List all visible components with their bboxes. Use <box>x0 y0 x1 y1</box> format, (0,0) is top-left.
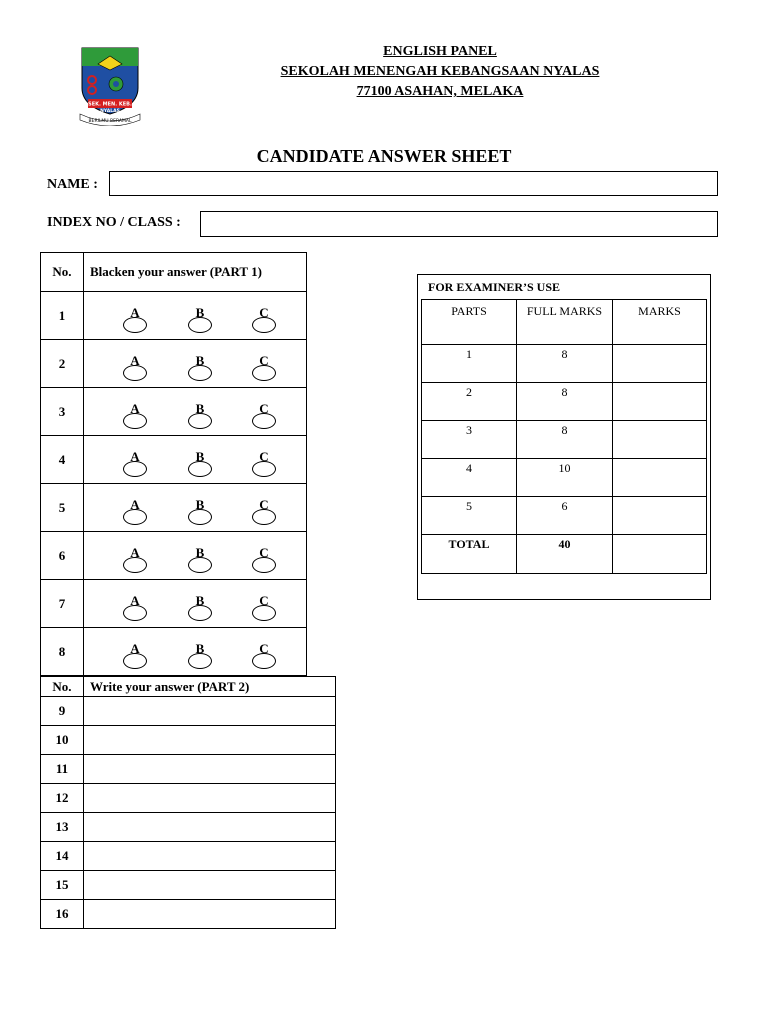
part1-row <box>41 628 307 676</box>
part1-row <box>41 388 307 436</box>
answer-options-cell <box>84 628 307 676</box>
full-marks-value: 8 <box>517 421 613 459</box>
option-letter: B <box>195 593 205 608</box>
full-marks-value: 6 <box>517 497 613 535</box>
part2-row <box>41 755 336 784</box>
part2-row <box>41 726 336 755</box>
option-a-bubble-group[interactable] <box>122 306 148 333</box>
question-number: 13 <box>41 813 84 842</box>
option-c-bubble-group[interactable] <box>251 594 277 621</box>
part2-row <box>41 871 336 900</box>
option-c-bubble-group[interactable] <box>251 354 277 381</box>
part2-answer-table <box>40 676 336 929</box>
option-letter: A <box>130 401 140 416</box>
written-answer-field[interactable] <box>84 697 336 726</box>
examiner-row <box>422 421 707 459</box>
option-letter: C <box>259 641 269 656</box>
option-letter: A <box>130 449 140 464</box>
option-b-bubble-group[interactable] <box>187 498 213 525</box>
option-letter: B <box>195 305 205 320</box>
part2-row <box>41 784 336 813</box>
question-number: 4 <box>41 436 84 484</box>
question-number: 12 <box>41 784 84 813</box>
school-crest-logo <box>78 44 142 126</box>
option-letter: B <box>195 497 205 512</box>
question-number: 16 <box>41 900 84 929</box>
option-c-bubble-group[interactable] <box>251 450 277 477</box>
total-full-marks: 40 <box>517 535 613 574</box>
examiner-row <box>422 383 707 421</box>
total-label: TOTAL <box>422 535 517 574</box>
question-number: 11 <box>41 755 84 784</box>
option-b-bubble-group[interactable] <box>187 546 213 573</box>
question-number: 1 <box>41 292 84 340</box>
examiner-marks-table <box>421 299 707 574</box>
full-marks-header: FULL MARKS <box>517 300 613 345</box>
option-c-bubble-group[interactable] <box>251 498 277 525</box>
option-letter: A <box>130 353 140 368</box>
part-number: 1 <box>422 345 517 383</box>
question-number: 15 <box>41 871 84 900</box>
option-c-bubble-group[interactable] <box>251 306 277 333</box>
option-letter: C <box>259 401 269 416</box>
examiner-row <box>422 497 707 535</box>
answer-options-cell <box>84 532 307 580</box>
full-marks-value: 8 <box>517 383 613 421</box>
option-c-bubble-group[interactable] <box>251 546 277 573</box>
page-title: CANDIDATE ANSWER SHEET <box>256 146 512 166</box>
written-answer-field[interactable] <box>84 900 336 929</box>
option-letter: B <box>195 401 205 416</box>
total-marks-cell[interactable] <box>613 535 707 574</box>
question-number: 5 <box>41 484 84 532</box>
written-answer-field[interactable] <box>84 784 336 813</box>
marks-cell[interactable] <box>613 421 707 459</box>
option-b-bubble-group[interactable] <box>187 450 213 477</box>
logo-bottom-text: NYALAS <box>100 109 120 114</box>
written-answer-field[interactable] <box>84 871 336 900</box>
question-number: 7 <box>41 580 84 628</box>
answer-options-cell <box>84 340 307 388</box>
question-number: 8 <box>41 628 84 676</box>
option-letter: A <box>130 545 140 560</box>
part1-row <box>41 484 307 532</box>
part2-no-header: No. <box>41 677 84 697</box>
school-header <box>160 44 720 104</box>
header-panel-name: ENGLISH PANEL <box>383 44 497 59</box>
full-marks-value: 10 <box>517 459 613 497</box>
question-number: 10 <box>41 726 84 755</box>
option-letter: B <box>195 545 205 560</box>
option-letter: C <box>259 305 269 320</box>
option-letter: B <box>195 353 205 368</box>
part2-row <box>41 813 336 842</box>
option-c-bubble-group[interactable] <box>251 402 277 429</box>
option-a-bubble-group[interactable] <box>122 498 148 525</box>
name-label: NAME : <box>47 177 98 192</box>
part1-row <box>41 580 307 628</box>
written-answer-field[interactable] <box>84 813 336 842</box>
part1-row <box>41 292 307 340</box>
option-letter: A <box>130 305 140 320</box>
option-a-bubble-group[interactable] <box>122 450 148 477</box>
marks-cell[interactable] <box>613 497 707 535</box>
option-letter: B <box>195 641 205 656</box>
answer-options-cell <box>84 436 307 484</box>
part2-row <box>41 842 336 871</box>
part-number: 5 <box>422 497 517 535</box>
marks-cell[interactable] <box>613 345 707 383</box>
examiner-row <box>422 345 707 383</box>
answer-options-cell <box>84 388 307 436</box>
option-letter: A <box>130 641 140 656</box>
written-answer-field[interactable] <box>84 755 336 784</box>
part1-row <box>41 436 307 484</box>
full-marks-value: 8 <box>517 345 613 383</box>
option-letter: A <box>130 497 140 512</box>
answer-options-cell <box>84 484 307 532</box>
option-b-bubble-group[interactable] <box>187 594 213 621</box>
part2-row <box>41 900 336 929</box>
part2-answer-header: Write your answer (PART 2) <box>84 677 336 697</box>
option-letter: A <box>130 593 140 608</box>
part-number: 4 <box>422 459 517 497</box>
examiner-title: FOR EXAMINER’S USE <box>428 280 561 294</box>
written-answer-field[interactable] <box>84 842 336 871</box>
answer-options-cell <box>84 580 307 628</box>
part1-row <box>41 340 307 388</box>
option-letter: B <box>195 449 205 464</box>
parts-header: PARTS <box>422 300 517 345</box>
question-number: 3 <box>41 388 84 436</box>
logo-motto: BERILMU BERAMAL <box>88 119 132 124</box>
option-b-bubble-group[interactable] <box>187 354 213 381</box>
question-number: 14 <box>41 842 84 871</box>
marks-header: MARKS <box>613 300 707 345</box>
index-class-field[interactable] <box>200 211 718 237</box>
option-letter: C <box>259 593 269 608</box>
index-class-label: INDEX NO / CLASS : <box>47 215 181 230</box>
marks-cell[interactable] <box>613 383 707 421</box>
option-a-bubble-group[interactable] <box>122 642 148 669</box>
option-a-bubble-group[interactable] <box>122 546 148 573</box>
logo-top-text: SEK. MEN. KEB. <box>88 101 132 108</box>
option-b-bubble-group[interactable] <box>187 642 213 669</box>
part-number: 2 <box>422 383 517 421</box>
option-a-bubble-group[interactable] <box>122 594 148 621</box>
option-letter: C <box>259 545 269 560</box>
option-letter: C <box>259 449 269 464</box>
header-school-name: SEKOLAH MENENGAH KEBANGSAAN NYALAS <box>280 64 600 79</box>
option-b-bubble-group[interactable] <box>187 402 213 429</box>
question-number: 6 <box>41 532 84 580</box>
part1-answer-table <box>40 252 307 676</box>
marks-cell[interactable] <box>613 459 707 497</box>
option-a-bubble-group[interactable] <box>122 354 148 381</box>
part1-answer-header: Blacken your answer (PART 1) <box>84 253 307 292</box>
header-address: 77100 ASAHAN, MELAKA <box>356 84 524 99</box>
part2-row <box>41 697 336 726</box>
answer-options-cell <box>84 292 307 340</box>
name-field[interactable] <box>109 171 718 196</box>
part1-row <box>41 532 307 580</box>
option-a-bubble-group[interactable] <box>122 402 148 429</box>
option-c-bubble-group[interactable] <box>251 642 277 669</box>
question-number: 9 <box>41 697 84 726</box>
examiner-row <box>422 459 707 497</box>
written-answer-field[interactable] <box>84 726 336 755</box>
option-letter: C <box>259 497 269 512</box>
option-b-bubble-group[interactable] <box>187 306 213 333</box>
option-letter: C <box>259 353 269 368</box>
part-number: 3 <box>422 421 517 459</box>
examiner-box <box>417 274 711 600</box>
question-number: 2 <box>41 340 84 388</box>
part1-no-header: No. <box>41 253 84 292</box>
